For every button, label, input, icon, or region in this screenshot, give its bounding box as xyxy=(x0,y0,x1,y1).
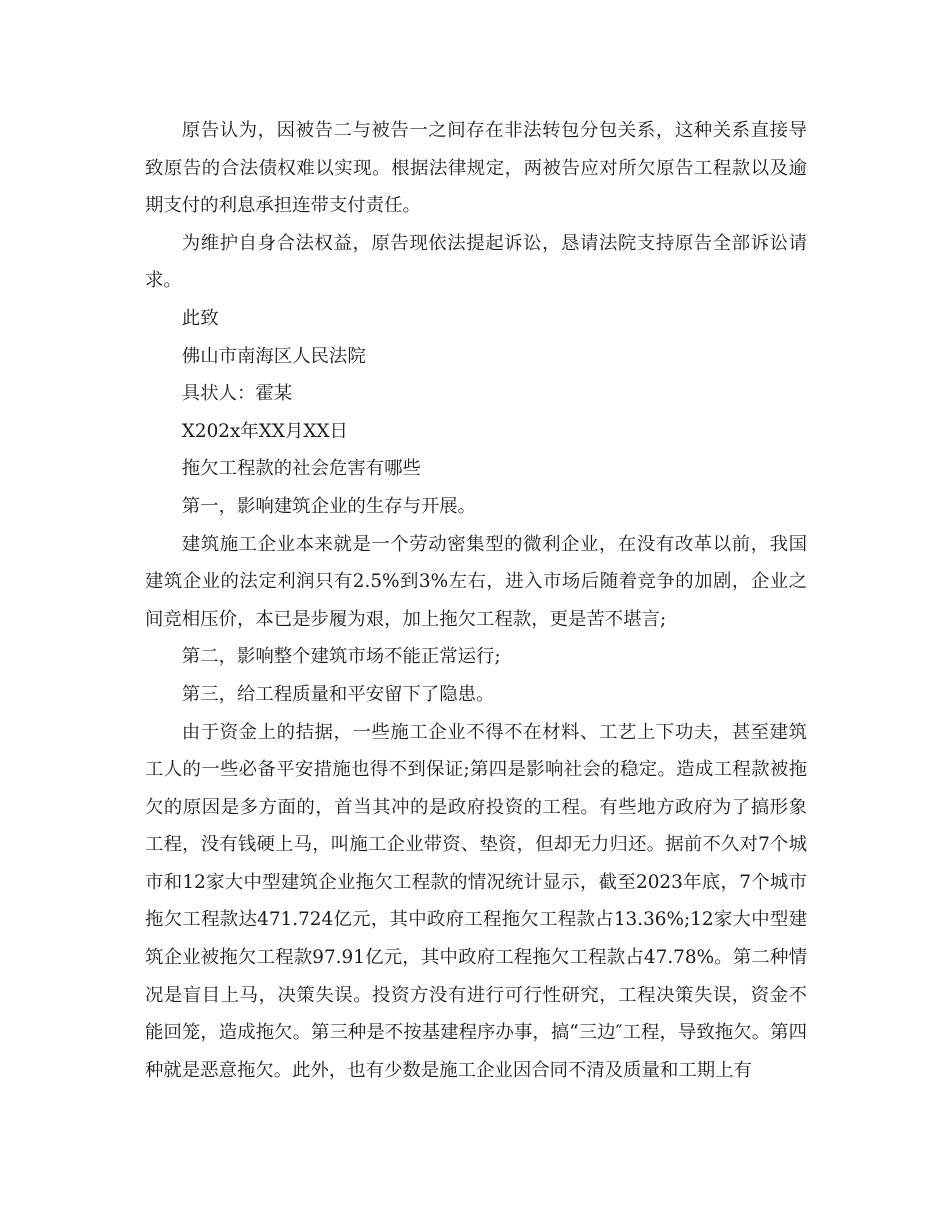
court-name: 佛山市南海区人民法院 xyxy=(181,345,366,367)
point-three: 第三，给工程质量和平安留下了隐患。 xyxy=(181,683,495,705)
paragraph-joint-liability: 原告认为，因被告二与被告一之间存在非法转包分包关系，这种关系直接导致原告的合法债权难以实现。根据法律规定，两被告应对所欠原告工程款以及逾期支付的利息承担连带支付责任。 xyxy=(145,120,807,217)
document-page xyxy=(145,112,807,1089)
paragraph-causes: 由于资金上的拮据，一些施工企业不得不在材料、工艺上下功夫，甚至建筑工人的一些必备平安措施也得不到保证;第四是影响社会的稳定。造成工程款被拖欠的原因是多方面的，首当其冲的是政府投资的工程。有些地方政府为了搞形象工程，没有钱硬上马，叫施工企业带资、垫资，但却无力归还。据前不久对7个城市和12家大中型建筑企业拖欠工程款的情况统计显示，截至2023年底，7个城市拖欠工程款达471.724亿元，其中政府工程拖欠工程款占13.36%;12家大中型建筑企业被拖欠工程款97.91亿元，其中政府工程拖欠工程款占47.78%。第二种情况是盲目上马，决策失误。投资方没有进行可行性研究，工程决策失误，资金不能回笼，造成拖欠。第三种是不按基建程序办事，搞“三边″工程，导致拖欠。第四种就是恶意拖欠。此外，也有少数是施工企业因合同不清及质量和工期上有 xyxy=(145,721,807,1081)
paragraph-claim-request: 为维护自身合法权益，原告现依法提起诉讼，恳请法院支持原告全部诉讼请求。 xyxy=(145,232,807,292)
document-date: X202x年XX月XX日 xyxy=(181,420,348,442)
plaintiff-signature: 具状人：霍某 xyxy=(181,383,293,405)
paragraph-microprofit: 建筑施工企业本来就是一个劳动密集型的微利企业，在没有改革以前，我国建筑企业的法定利润只有2.5%到3%左右，进入市场后随着竞争的加剧，企业之间竞相压价，本已是步履为艰，加上拖欠工程款，更是苦不堪言; xyxy=(145,533,807,630)
point-one: 第一，影响建筑企业的生存与开展。 xyxy=(181,495,477,517)
section-heading: 拖欠工程款的社会危害有哪些 xyxy=(181,458,421,480)
point-two: 第二，影响整个建筑市场不能正常运行; xyxy=(181,646,501,668)
salutation: 此致 xyxy=(181,307,219,329)
